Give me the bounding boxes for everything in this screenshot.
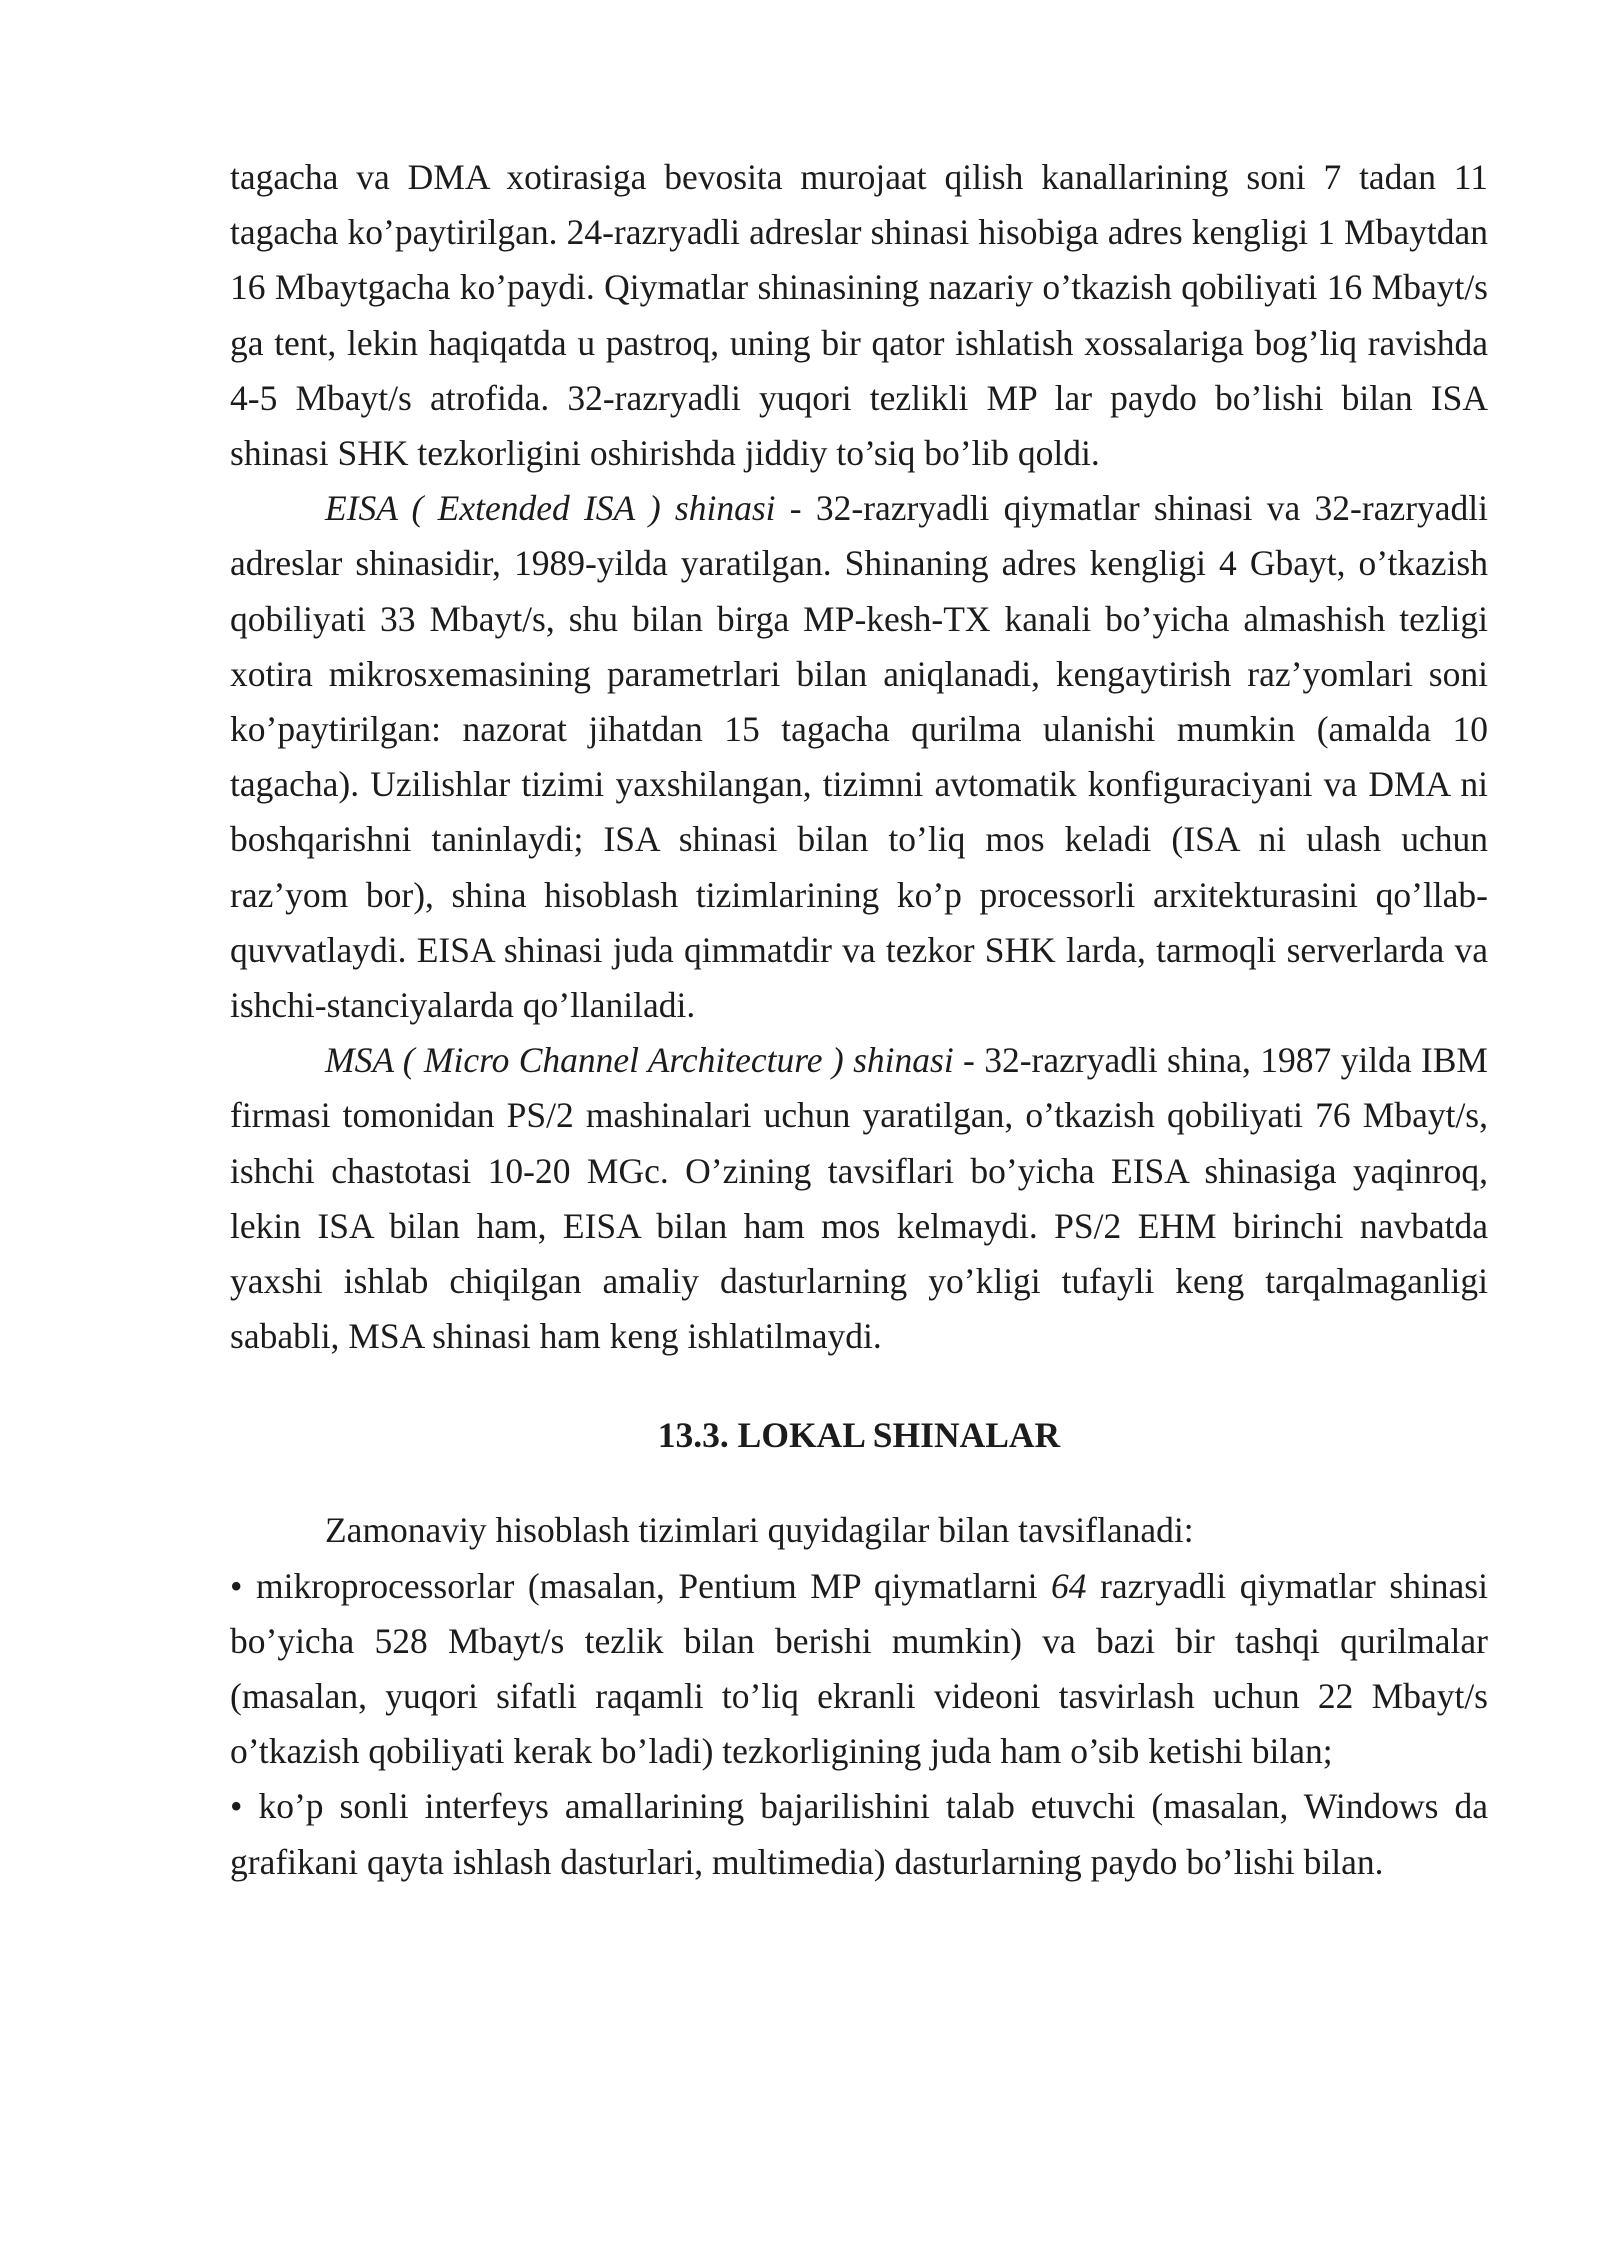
bullet-item-1	[230, 1559, 1488, 1780]
paragraph-msa	[230, 1033, 1488, 1364]
bullet-item-1-emphasis: 64	[1051, 1565, 1087, 1606]
term-eisa: EISA ( Extended ISA ) shinasi	[325, 488, 776, 529]
section-intro: Zamonaviy hisoblash tizimlari quyidagilar bilan tavsiflanadi:	[325, 1510, 1194, 1551]
term-msa: MSA ( Micro Channel Architecture ) shinasi	[325, 1040, 954, 1081]
bullet-item-1-text-a: • mikroprocessorlar (masalan, Pentium MP qiymatlarni	[230, 1565, 1052, 1606]
paragraph-eisa-text: - 32-razryadli qiymatlar shinasi va 32-razryadli adreslar shinasidir, 1989-yilda yaratilgan. Shinaning adres kengligi 4 Gbayt, o’tkazish qobiliyati 33 Mbayt/s, shu bilan birga MP-kesh-TX kanali bo’yicha almashish tezligi xotira mikrosxemasining parametrlari bilan aniqlanadi, kengaytirish raz’yomlari soni ko’paytirilgan: nazorat jihatdan 15 tagacha qurilma ulanishi mumkin (amalda 10 tagacha). Uzilishlar tizimi yaxshilangan, tizimni avtomatik konfiguraciyani va DMA ni boshqarishni taninlaydi; ISA shinasi bilan to’liq mos keladi (ISA ni ulash uchun raz’yom bor), shina hisoblash tizimlarining ko’p processorli arxitekturasini qo’llab-quvvatlaydi. EISA shinasi juda qimmatdir va tezkor SHK larda, tarmoqli serverlarda va ishchi-stanciyalarda qo’llaniladi.	[230, 488, 1489, 1026]
paragraph-isa-continuation: tagacha va DMA xotirasiga bevosita murojaat qilish kanallarining soni 7 tadan 11 tagacha ko’paytirilgan. 24-razryadli adreslar shinasi hisobiga adres kengligi 1 Mbaytdan 16 Mbaytgacha ko’paydi. Qiymatlar shinasining nazariy o’tkazish qobiliyati 16 Mbayt/s ga tent, lekin haqiqatda u pastroq, uning bir qator ishlatish xossalariga bog’liq ravishda 4-5 Mbayt/s atrofida. 32-razryadli yuqori tezlikli MP lar paydo bo’lishi bilan ISA shinasi SHK tezkorligini oshirishda jiddiy to’siq bo’lib qoldi.	[230, 157, 1488, 474]
page-content	[230, 150, 1488, 1890]
bullet-item-1-text-b: razryadli qiymatlar shinasi bo’yicha 528 Mbayt/s tezlik bilan berishi mumkin) va bazi bir tashqi qurilmalar (masalan, yuqori sifatli raqamli to’liq ekranli videoni tasvirlash uchun 22 Mbayt/s o’tkazish qobiliyati kerak bo’ladi) tezkorligining juda ham o’sib ketishi bilan;	[230, 1565, 1488, 1772]
bullet-item-2: • ko’p sonli interfeys amallarining bajarilishini talab etuvchi (masalan, Windows da grafikani qayta ishlash dasturlari, multimedia) dasturlarning paydo bo’lishi bilan.	[230, 1786, 1488, 1882]
paragraph-eisa	[230, 481, 1488, 1033]
section-heading: 13.3. LOKAL SHINALAR	[657, 1415, 1061, 1456]
paragraph-msa-text: - 32-razryadli shina, 1987 yilda IBM firmasi tomonidan PS/2 mashinalari uchun yaratilgan, o’tkazish qobiliyati 76 Mbayt/s, ishchi chastotasi 10-20 MGc. O’zining tavsiflari bo’yicha EISA shinasiga yaqinroq, lekin ISA bilan ham, EISA bilan ham mos kelmaydi. PS/2 EHM birinchi navbatda yaxshi ishlab chiqilgan amaliy dasturlarning yo’kligi tufayli keng tarqalmaganligi sababli, MSA shinasi ham keng ishlatilmaydi.	[230, 1040, 1489, 1357]
